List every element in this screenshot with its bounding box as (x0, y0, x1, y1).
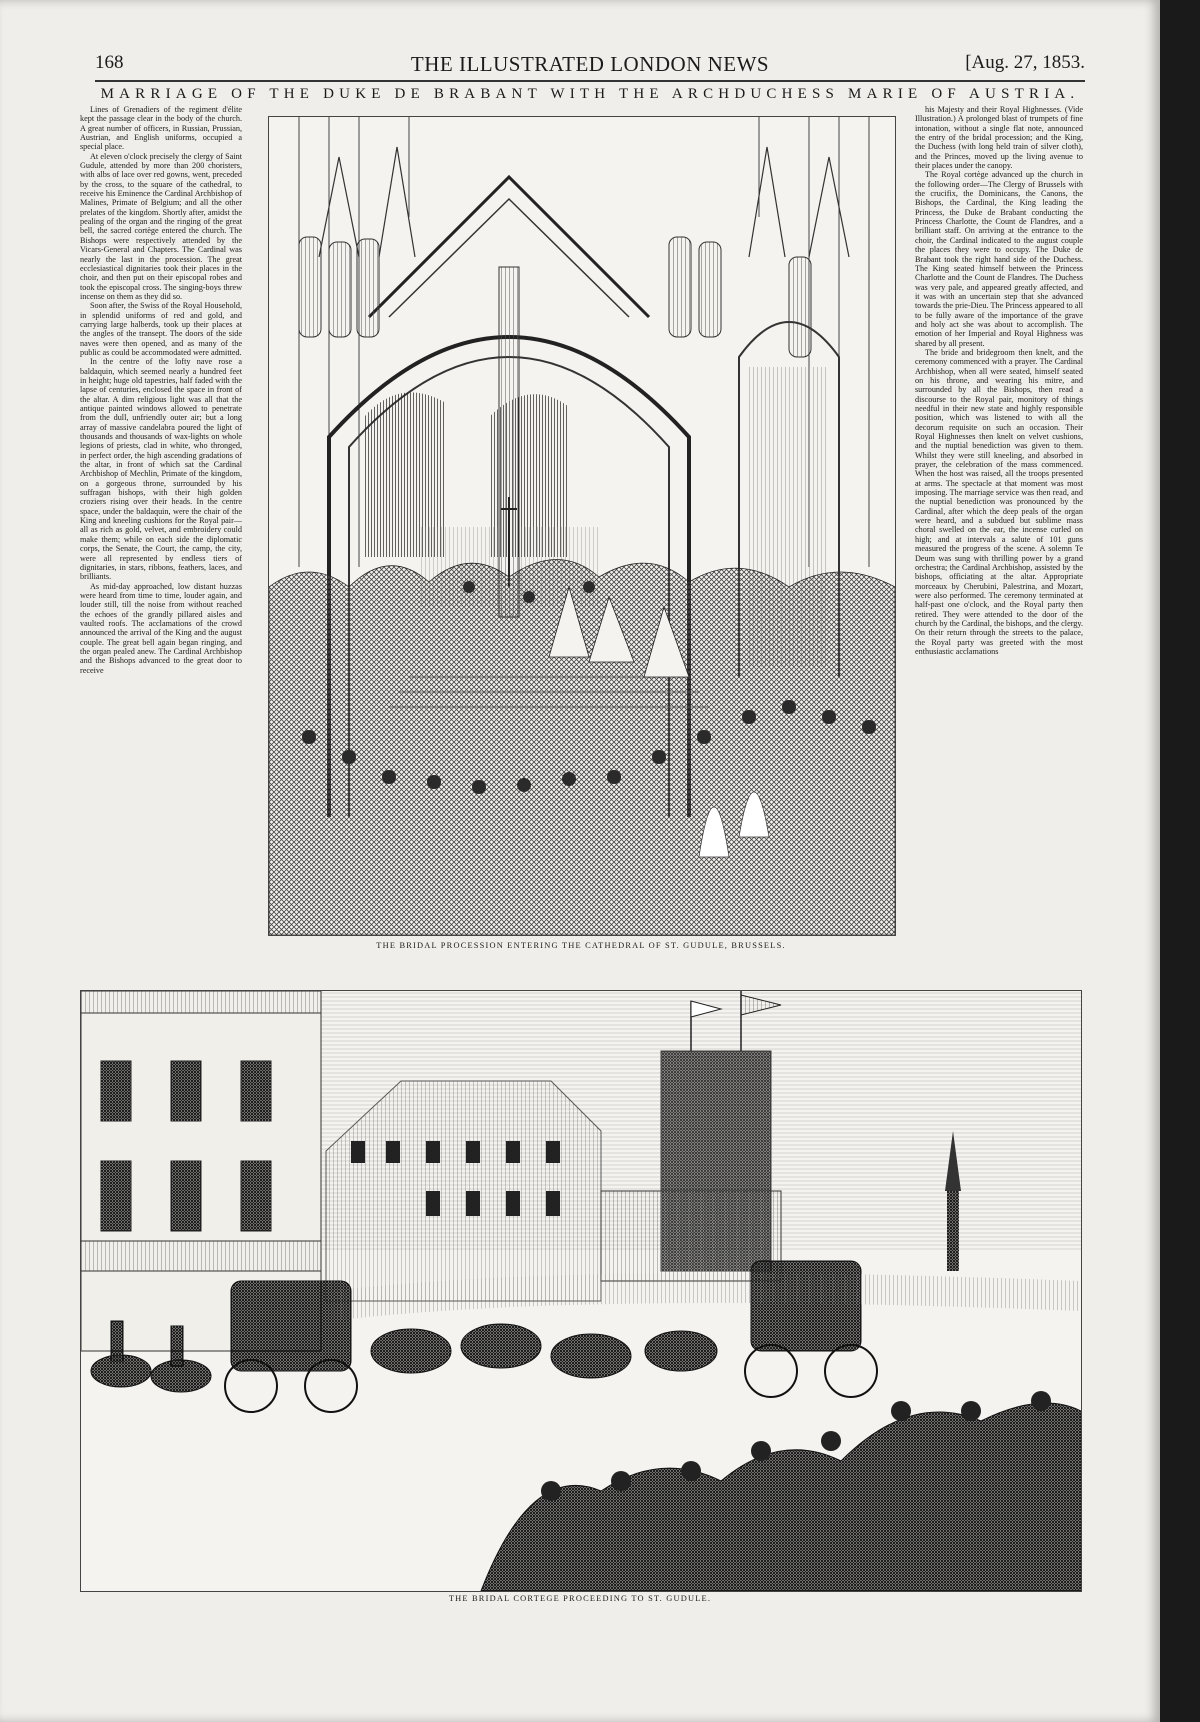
street-engraving (80, 990, 1082, 1592)
masthead: THE ILLUSTRATED LONDON NEWS (410, 52, 770, 76)
bottom-illustration-caption: THE BRIDAL CORTEGE PROCEEDING TO ST. GUDULE. (448, 1594, 712, 1603)
cathedral-engraving (268, 116, 896, 936)
right-text-column (915, 105, 1083, 957)
page-header (95, 52, 1085, 78)
paragraph: Soon after, the Swiss of the Royal Household, in splendid uniforms of red and gold, and carrying large halberds, took up their places at the angles of the transept. The doors of the side naves were then opened, and as many of the public as could be accommodated were admitted. (80, 301, 242, 357)
issue-date: [Aug. 27, 1853. (965, 52, 1085, 73)
paragraph: The bride and bridegroom then knelt, and the ceremony commenced with a prayer. The Cardinal Archbishop, when all were seated, himself seated on his throne, and wearing his mitre, and surrounded by all the Bishops, then read a discourse to the Royal pair, monitory of things needful in their new state and highly responsible position, which was listened to with all the decorum requisite on such an occasion. Their Royal Highnesses then knelt on velvet cushions, and the nuptial benediction was given to them. Whilst they were still kneeling, and absorbed in prayer, the celebration of the mass commenced. When the host was raised, all the troops presented at arms. The spectacle at that moment was most imposing. The marriage service was then read, and the nuptial benediction was pronounced by the Cardinal, after which the deep peals of the organ were heard, and a subdued but sublime mass choral swelled on the ear, the incense curled on high; and at intervals a salute of 101 guns measured the progress of the scene. A solemn Te Deum was sung with thrilling power by a grand orchestra; the Cardinal Archbishop, assisted by the bishops, officiating at the altar. Appropriate morceaux by Cherubini, Palestrina, and Mozart, were also performed. The ceremony terminated at half-past one o'clock, and the Royal party then retired. They were attended to the door of the church by the Cardinal, the bishops, and the clergy. On their return through the streets to the palace, the Royal party was greeted with the most enthusiastic acclamations (915, 347, 1083, 656)
cathedral-illustration (269, 117, 895, 935)
left-text-column (80, 105, 242, 957)
page-number: 168 (95, 52, 124, 73)
cortege-illustration (81, 991, 1081, 1591)
paragraph: Lines of Grenadiers of the regiment d'élite kept the passage clear in the body of the church. A great number of officers, in Russian, Prussian, Austrian, and English uniforms, occupied a special place. (80, 105, 242, 152)
article-title: MARRIAGE OF THE DUKE DE BRABANT WITH THE ARCHDUCHESS MARIE OF AUSTRIA. (100, 86, 1080, 102)
paragraph: The Royal cortège advanced up the church in the following order—The Clergy of Brussels with the crucifix, the Dominicans, the Canons, the Bishops, the Cardinal, the King leading the Princess, the Duke de Brabant conducting the Princess Charlotte, the Count de Flandres, and a brilliant staff. On arriving at the entrance to the choir, the Cardinal indicated to the august couple the places they were to occupy. The Duke de Brabant took the right hand side of the Duchess. The King seated himself between the Princess Charlotte and the Count de Flandres. The Duchess was very pale, and appeared greatly affected, and it was with an uncertain step that she advanced towards the prie-Dieu. The Princess appeared to all to be fully aware of the importance of the grave and holy act she was about to accomplish. The emotion of her Imperial and Royal Highness was shared by all present. (915, 170, 1083, 348)
paragraph: At eleven o'clock precisely the clergy of Saint Gudule, attended by more than 200 choristers, with albs of lace over red gowns, went, preceded by the cross, to the square of the cathedral, to receive his Eminence the Cardinal Archbishop of Malines, Primate of Belgium; and all the other prelates of the kingdom. Shortly after, amidst the pealing of the organ and the ringing of the great bell, the sacred cortège entered the church. The Bishops were respectively attended by the Vicars-General and Chapters. The Cardinal was nearly the last in the procession. The great ecclesiastical dignitaries took their places in the choir, and then put on their episcopal robes and took the episcopal cross. The singing-boys threw incense on them as they did so. (80, 151, 242, 301)
top-illustration-caption: THE BRIDAL PROCESSION ENTERING THE CATHEDRAL OF ST. GUDULE, BRUSSELS. (376, 941, 786, 950)
paragraph: In the centre of the lofty nave rose a baldaquin, which seemed nearly a hundred feet in height; huge old tapestries, half faded with the lapse of centuries, enclosed the space in front of the altar. A dim religious light was all that the antique painted windows allowed to penetrate from the dull, unfriendly outer air; but a long array of massive candelabra poured the light of thousands and thousands of wax-lights on whole legions of priests, clad in white, who thronged, in perfect order, the high ascending gradations of the altar, in front of which sat the Cardinal Archbishop of Mechlin, Primate of the kingdom, on a gorgeous throne, surrounded by his suffragan bishops, with their high golden croziers rising over their heads. In the centre space, under the baldaquin, were the chair of the King and kneeling cushions for the Royal pair—all as rich as gold, velvet, and embroidery could make them; while on each side the diplomatic corps, the Senate, the Court, the camp, the city, were all represented by endless tiers of dignitaries, in stars, ribbons, feathers, laces, and brilliants. (80, 357, 242, 582)
header-rule (95, 80, 1085, 82)
paragraph: As mid-day approached, low distant huzzas were heard from time to time, louder again, and louder still, till the noise from without reached the echoes of the grandly pillared aisles and vaulted roofs. The acclamations of the crowd announced the arrival of the King and the august couple. The great bell again began ringing, and the organ pealed anew. The Cardinal Archbishop and the Bishops advanced to the great door to receive (80, 581, 242, 675)
paragraph: his Majesty and their Royal Highnesses. (Vide Illustration.) A prolonged blast of trumpets of fine intonation, without a single flat note, announced the entry of the bridal procession; and the King, the Duchess (with long held train of silver cloth), and the Princes, moved up the living avenue to their places under the canopy. (915, 105, 1083, 171)
